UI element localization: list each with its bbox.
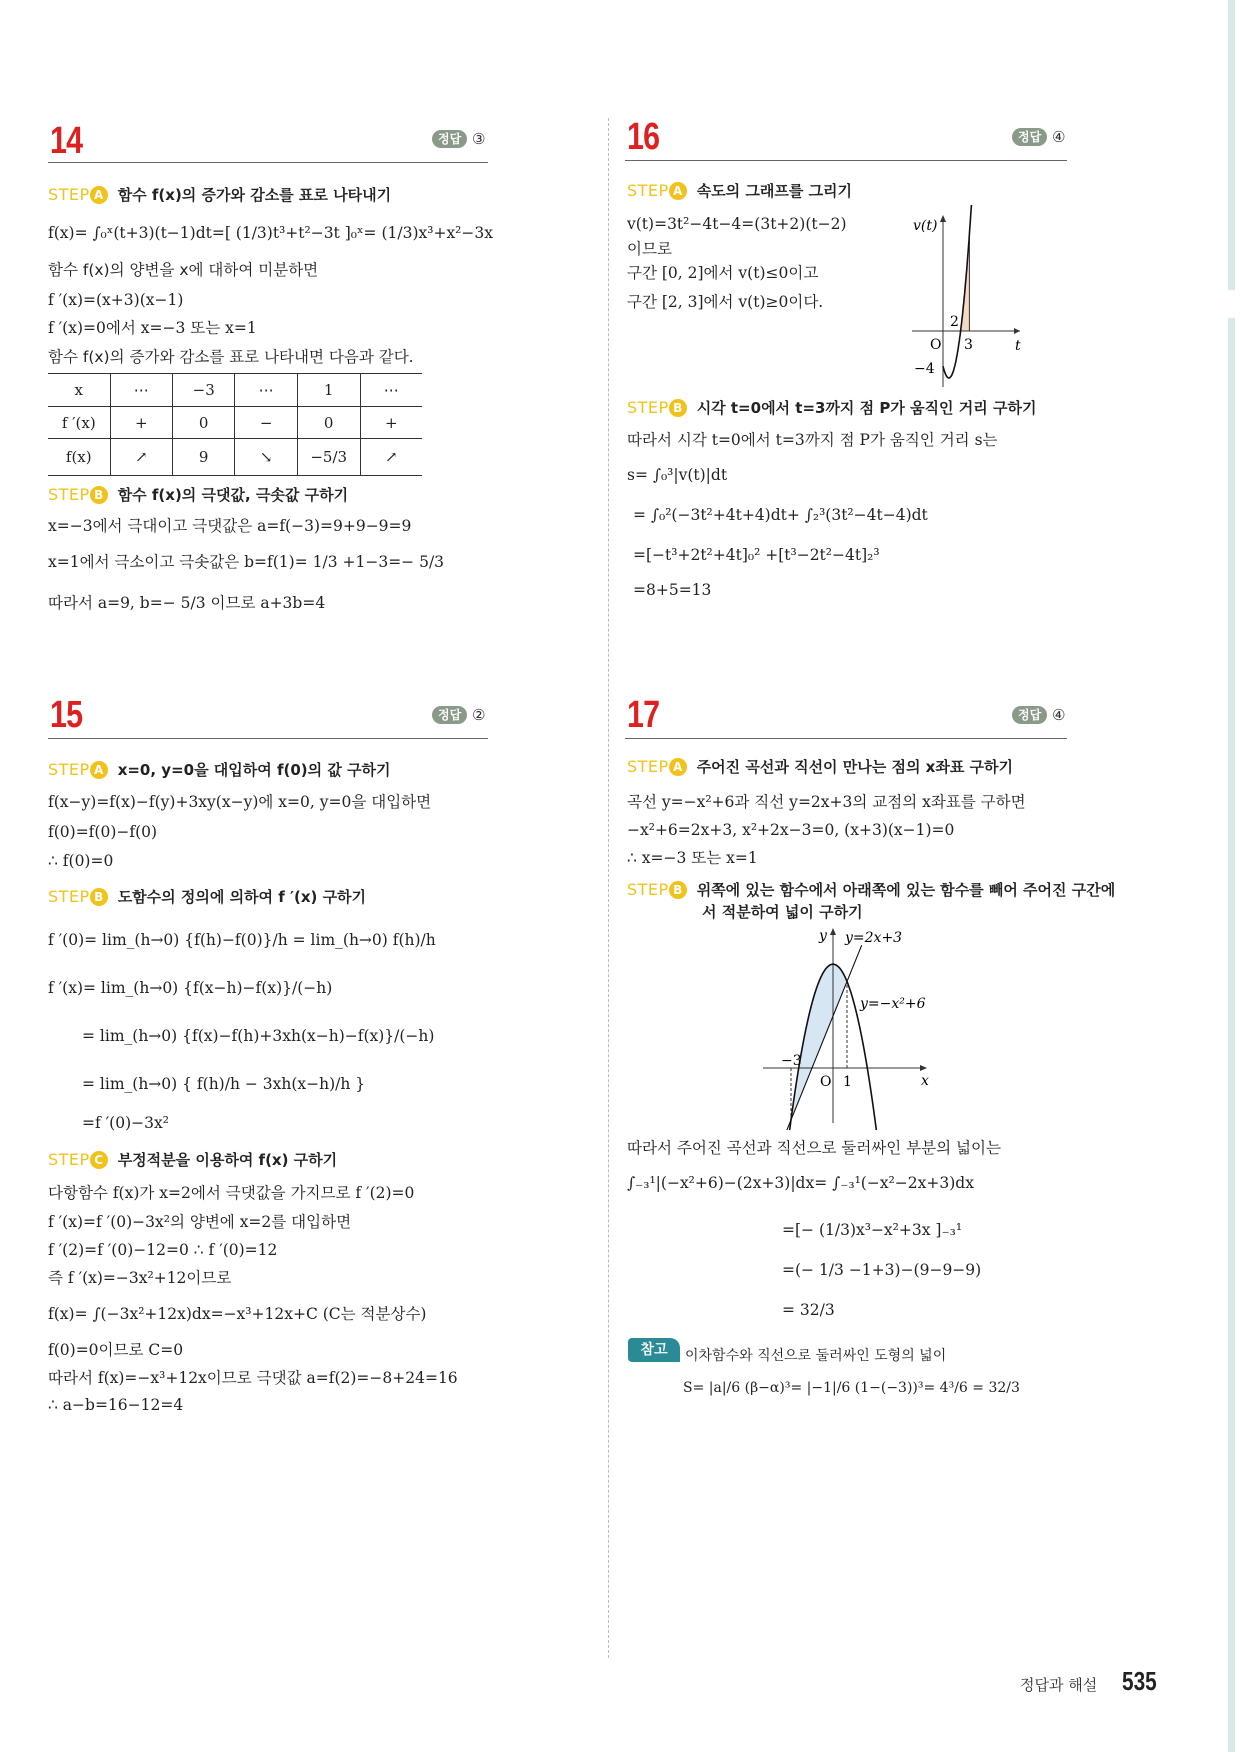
solution-line: 다항함수 f(x)가 x=2에서 극댓값을 가지므로 f ′(2)=0 (48, 1184, 415, 1202)
step-label: STEP (627, 181, 669, 200)
table-cell: ⋯ (110, 374, 172, 407)
table-cell: + (110, 407, 172, 439)
solution-line: s= ∫₀³|v(t)|dt (627, 466, 728, 484)
step-title: 시각 t=0에서 t=3까지 점 P가 움직인 거리 구하기 (696, 399, 1037, 417)
solution-line: ∴ f(0)=0 (48, 852, 114, 870)
page-edge-tab (1228, 318, 1235, 1752)
arrow-icon (830, 928, 836, 935)
solution-line: f ′(x)=(x+3)(x−1) (48, 291, 184, 309)
area-shading (791, 964, 847, 1120)
line-label: y=2x+3 (845, 930, 903, 946)
note-label: 참고 (628, 1338, 680, 1362)
solution-line: 함수 f(x)의 증가와 감소를 표로 나타내면 다음과 같다. (48, 348, 414, 366)
solution-line: 구간 [2, 3]에서 v(t)≥0이다. (627, 293, 824, 311)
step-label: STEP (627, 880, 669, 899)
answer-value: ④ (1052, 128, 1066, 146)
solution-line: ∴ a−b=16−12=4 (48, 1396, 184, 1414)
solution-line: 따라서 f(x)=−x³+12x이므로 극댓값 a=f(2)=−8+24=16 (48, 1369, 458, 1387)
answer-badge: 정답 (1012, 706, 1047, 724)
solution-line: =8+5=13 (633, 581, 712, 599)
table-cell: f(x) (65, 448, 92, 466)
solution-line: 따라서 주어진 곡선과 직선으로 둘러싸인 부분의 넓이는 (627, 1139, 1001, 1157)
note-formula: S= |a|/6 (β−α)³= |−1|/6 (1−(−3))³= 4³/6 = 32/3 (683, 1380, 1020, 1396)
step-c-heading (48, 1149, 337, 1171)
step-letter-icon: A (669, 758, 687, 776)
table-cell: 1 (297, 374, 360, 407)
step-b-heading (48, 484, 348, 506)
solution-line: 따라서 시각 t=0에서 t=3까지 점 P가 움직인 거리 s는 (627, 431, 998, 449)
step-letter-icon: A (669, 182, 687, 200)
step-letter-icon: B (669, 881, 687, 899)
table-cell: −5/3 (297, 439, 360, 476)
step-letter-icon: A (90, 761, 108, 779)
column-divider (608, 118, 609, 1658)
step-b-heading (627, 397, 1036, 419)
answer-value: ④ (1052, 706, 1066, 724)
solution-line: v(t)=3t²−4t−4=(3t+2)(t−2) (627, 215, 847, 233)
step-letter-icon: B (90, 486, 108, 504)
problem-number: 15 (50, 694, 83, 736)
answer-badge: 정답 (432, 130, 467, 148)
solution-line: =(− 1/3 −1+3)−(9−9−9) (782, 1261, 982, 1279)
solution-line: = lim_(h→0) {f(x)−f(h)+3xh(x−h)−f(x)}/(−h) (82, 1027, 435, 1045)
problem-number: 17 (627, 694, 660, 736)
table-cell: ⋯ (360, 374, 422, 407)
table-cell: 0 (172, 407, 235, 439)
header-rule (48, 162, 488, 163)
answer-value: ② (472, 706, 486, 724)
step-letter-icon: B (669, 399, 687, 417)
step-label: STEP (48, 185, 90, 204)
step-title: 함수 f(x)의 극댓값, 극솟값 구하기 (117, 486, 349, 504)
origin-label: O (930, 337, 942, 353)
note-title: 이차함수와 직선으로 둘러싸인 도형의 넓이 (685, 1348, 947, 1364)
problem-number: 14 (50, 120, 83, 162)
min-label: −4 (914, 361, 935, 377)
step-label: STEP (627, 757, 669, 776)
step-title: 도함수의 정의에 의하여 f ′(x) 구하기 (117, 888, 367, 906)
x-axis-label: x (921, 1073, 929, 1089)
table-cell: ↗ (110, 439, 172, 476)
solution-line: =f ′(0)−3x² (82, 1114, 169, 1132)
y-axis-label: y (819, 928, 827, 944)
step-title: 함수 f(x)의 증가와 감소를 표로 나타내기 (117, 186, 392, 204)
solution-line: 구간 [0, 2]에서 v(t)≤0이고 (627, 264, 819, 282)
solution-line: f(x)= ∫₀ˣ(t+3)(t−1)dt=[ (1/3)t³+t²−3t ]₀ˣ= (1/3)x³+x²−3x (48, 224, 493, 242)
solution-line: = 32/3 (782, 1301, 835, 1319)
table-cell: x (74, 381, 83, 399)
table-cell: 0 (297, 407, 360, 439)
step-label: STEP (627, 398, 669, 417)
velocity-graph (900, 205, 1040, 395)
step-b-heading (627, 879, 1115, 901)
table-cell: − (235, 407, 297, 439)
solution-line: x=1에서 극소이고 극솟값은 b=f(1)= 1/3 +1−3=− 5/3 (48, 553, 445, 571)
solution-line: f(x)= ∫(−3x²+12x)dx=−x³+12x+C (C는 적분상수) (48, 1305, 427, 1323)
solution-line: 즉 f ′(x)=−3x²+12이므로 (48, 1269, 232, 1287)
step-letter-icon: B (90, 888, 108, 906)
right-root-label: 1 (843, 1074, 852, 1090)
solution-line: f(x−y)=f(x)−f(y)+3xy(x−y)에 x=0, y=0을 대입하면 (48, 793, 432, 811)
table-cell: −3 (172, 374, 235, 407)
table-cell: ↘ (235, 439, 297, 476)
problem-number: 16 (627, 116, 660, 158)
step-a-heading (627, 756, 1013, 778)
solution-line: =[− (1/3)x³−x²+3x ]₋₃¹ (782, 1221, 963, 1239)
step-label: STEP (48, 485, 90, 504)
left-root-label: −3 (781, 1053, 802, 1069)
t-axis-label: t (1015, 338, 1021, 354)
step-label: STEP (48, 760, 90, 779)
footer-section: 정답과 해설 (1020, 1676, 1098, 1694)
solution-line: =[−t³+2t²+4t]₀² +[t³−2t²−4t]₂³ (633, 546, 880, 564)
variation-table (48, 373, 422, 476)
solution-line: 곡선 y=−x²+6과 직선 y=2x+3의 교점의 x좌표를 구하면 (627, 793, 1026, 811)
answer-badge: 정답 (432, 706, 467, 724)
answer-value: ③ (472, 130, 486, 148)
step-a-heading (48, 759, 391, 781)
solution-line: f ′(x)=0에서 x=−3 또는 x=1 (48, 319, 257, 337)
header-rule (48, 738, 488, 739)
curve-label: y=−x²+6 (860, 996, 926, 1012)
table-cell: + (360, 407, 422, 439)
solution-line: f ′(2)=f ′(0)−12=0 ∴ f ′(0)=12 (48, 1241, 278, 1259)
page-number: 535 (1122, 1666, 1157, 1696)
header-rule (625, 160, 1067, 161)
origin-label: O (820, 1074, 832, 1090)
step-b-heading (48, 886, 366, 908)
solution-line: 따라서 a=9, b=− 5/3 이므로 a+3b=4 (48, 594, 326, 612)
step-title: 부정적분을 이용하여 f(x) 구하기 (117, 1151, 338, 1169)
table-cell: 9 (172, 439, 235, 476)
step-label: STEP (48, 887, 90, 906)
step-title: x=0, y=0을 대입하여 f(0)의 값 구하기 (117, 761, 391, 779)
step-title: 위쪽에 있는 함수에서 아래쪽에 있는 함수를 빼어 주어진 구간에 (696, 881, 1116, 899)
header-rule (625, 738, 1067, 739)
solution-line: 함수 f(x)의 양변을 x에 대하여 미분하면 (48, 261, 319, 279)
arrow-icon (1014, 328, 1020, 334)
solution-line: = lim_(h→0) { f(h)/h − 3xh(x−h)/h } (82, 1075, 366, 1093)
t3-label: 3 (964, 337, 973, 353)
step-title: 주어진 곡선과 직선이 만나는 점의 x좌표 구하기 (696, 758, 1014, 776)
solution-line: ∴ x=−3 또는 x=1 (627, 849, 758, 867)
solution-line: ∫₋₃¹|(−x²+6)−(2x+3)|dx= ∫₋₃¹(−x²−2x+3)dx (627, 1174, 974, 1192)
step-b-heading-cont: 서 적분하여 넓이 구하기 (702, 903, 863, 921)
v-axis-label: v(t) (913, 218, 938, 234)
solution-line: f ′(0)= lim_(h→0) {f(h)−f(0)}/h = lim_(h→0) f(h)/h (48, 931, 436, 949)
solution-line: f ′(x)=f ′(0)−3x²의 양변에 x=2를 대입하면 (48, 1213, 352, 1231)
step-title: 속도의 그래프를 그리기 (696, 182, 853, 200)
step-a-heading (48, 184, 391, 206)
step-label: STEP (48, 1150, 90, 1169)
solution-line: x=−3에서 극대이고 극댓값은 a=f(−3)=9+9−9=9 (48, 517, 412, 535)
table-cell: ⋯ (235, 374, 297, 407)
answer-badge: 정답 (1012, 128, 1047, 146)
page-edge-tab (1228, 0, 1235, 290)
table-cell: f ′(x) (61, 413, 96, 432)
solution-line: 이므로 (627, 240, 672, 258)
solution-line: −x²+6=2x+3, x²+2x−3=0, (x+3)(x−1)=0 (627, 821, 955, 839)
step-letter-icon: A (90, 186, 108, 204)
solution-line: f ′(x)= lim_(h→0) {f(x−h)−f(x)}/(−h) (48, 979, 333, 997)
root-label: 2 (950, 314, 959, 330)
solution-line: = ∫₀²(−3t²+4t+4)dt+ ∫₂³(3t²−4t−4)dt (633, 506, 928, 524)
step-a-heading (627, 180, 852, 202)
solution-line: f(0)=f(0)−f(0) (48, 823, 158, 841)
area-graph (755, 920, 945, 1130)
table-cell: ↗ (360, 439, 422, 476)
arrow-icon (920, 1065, 927, 1071)
step-letter-icon: C (90, 1151, 108, 1169)
solution-line: f(0)=0이므로 C=0 (48, 1341, 184, 1359)
arrow-icon (940, 215, 946, 222)
